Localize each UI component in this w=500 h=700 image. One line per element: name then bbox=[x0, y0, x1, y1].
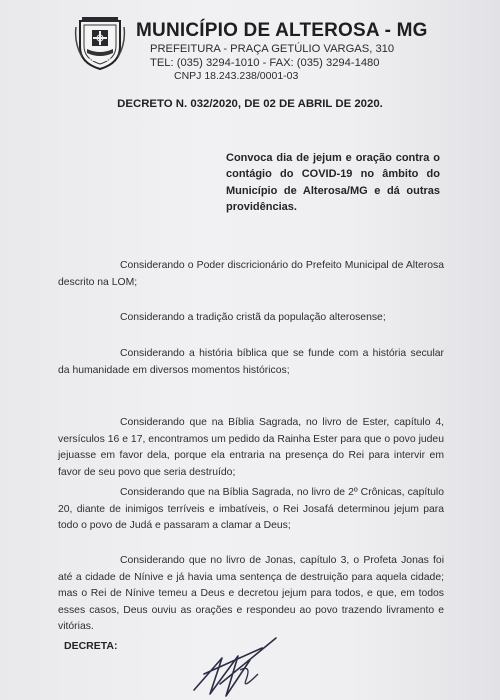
considerando-paragraph: Considerando a história bíblica que se funde com a história secular da humanidade em diversos momentos históricos; bbox=[58, 348, 444, 376]
considerando-paragraph: Considerando que no livro de Jonas, capítulo 3, o Profeta Jonas foi até a cidade de Nínive e já havia uma sentença de destruição para aquela cidade; mas o Rei de Nínive temeu a Deus e decretou jejum para todos, e que, em todos esses casos, Deus ouviu as orações e respondeu ao povo trazendo livramento e vitórias. bbox=[58, 555, 444, 633]
considerando-paragraph: Considerando que na Bíblia Sagrada, no livro de 2º Crônicas, capítulo 20, diante de inimigos terríveis e imbatíveis, o Rei Josafá determinou jejum para todo o povo de Judá e passaram a clamar a Deus; bbox=[58, 487, 444, 532]
decreta-heading: DECRETA: bbox=[64, 640, 118, 652]
address-line: PREFEITURA - PRAÇA GETÚLIO VARGAS, 310 bbox=[150, 43, 395, 55]
municipal-crest-icon bbox=[74, 17, 126, 71]
considerando-paragraph: Considerando o Poder discricionário do Prefeito Municipal de Alterosa descrito na LOM; bbox=[58, 260, 444, 288]
phone-fax-line: TEL: (035) 3294-1010 - FAX: (035) 3294-1480 bbox=[150, 57, 380, 69]
municipality-title: MUNICÍPIO DE ALTEROSA - MG bbox=[136, 20, 428, 41]
considerando-paragraph: Considerando que na Bíblia Sagrada, no livro de Ester, capítulo 4, versículos 16 e 17, encontramos um pedido da Rainha Ester para que o povo judeu jejuasse em favor dela, porque ela entraria na presença do Rei para intervir em favor de seu povo que seria destruído; bbox=[58, 417, 444, 478]
considerando-paragraph: Considerando a tradição cristã da população alterosense; bbox=[120, 312, 386, 323]
decree-summary: Convoca dia de jejum e oração contra o contágio do COVID-19 no âmbito do Município de Alterosa/MG e dá outras providências. bbox=[226, 152, 440, 214]
svg-text:ALTEROSA: ALTEROSA bbox=[88, 57, 112, 62]
cnpj-line: CNPJ 18.243.238/0001-03 bbox=[174, 70, 299, 82]
signature-icon bbox=[180, 630, 290, 700]
decree-title: DECRETO N. 032/2020, DE 02 DE ABRIL DE 2020. bbox=[117, 98, 383, 110]
